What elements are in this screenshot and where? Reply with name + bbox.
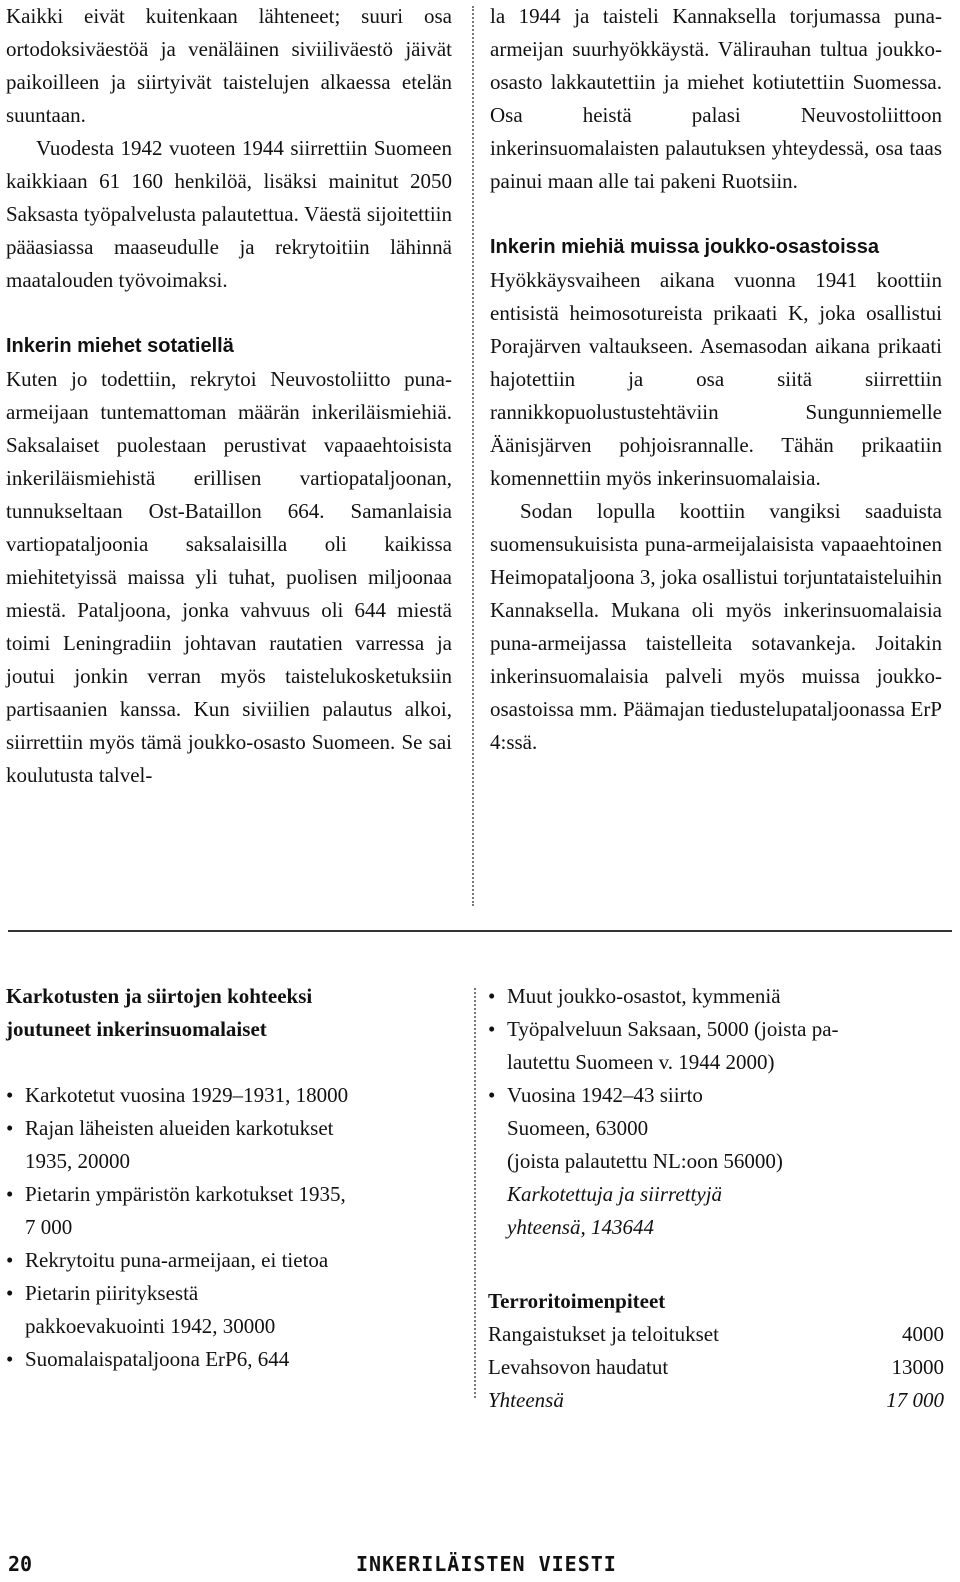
list-note: (joista palautettu NL:oon 56000) (507, 1149, 783, 1173)
section-divider (8, 930, 952, 932)
paragraph: Sodan lopulla koottiin vangiksi saaduista suomensukuisista puna-armeijalaisista vapaaehtoinen Heimopataljoona 3, joka osallistui torjuntataisteluihin Kannaksella. Mukana oli myös inkerinsuomalaisia puna-armeijassa taistelleita sotavankeja. Joitakin inkerinsuomalaisia palveli myös muissa joukko-osastoissa mm. Päämajan tiedustelupataljoonassa ErP 4:ssä. (490, 499, 943, 754)
article-column-right (490, 0, 942, 759)
magazine-name: INKERILÄISTEN VIESTI (356, 1552, 617, 1576)
box-title-line: Karkotusten ja siirtojen kohteeksi (6, 984, 313, 1008)
list-item: • Vuosina 1942–43 siirto Suomeen, 63000 (488, 1079, 944, 1145)
box-title-line: joutuneet inkerinsuomalaiset (6, 1017, 267, 1041)
row-value: 4000 (902, 1322, 944, 1346)
terror-title: Terroritoimenpiteet (488, 1289, 666, 1313)
list-item: • Muut joukko-osastot, kymmeniä (488, 980, 944, 1013)
facts-box-left (6, 980, 462, 1376)
total-value: yhteensä, 143644 (507, 1215, 654, 1239)
list-item: • Pietarin piirityksestä pakkoevakuointi 1942, 30000 (6, 1277, 462, 1343)
list-item: • Rekrytoitu puna-armeijaan, ei tietoa (6, 1244, 462, 1277)
list-item: • Suomalaispataljoona ErP6, 644 (6, 1343, 462, 1376)
list-item: • Karkotetut vuosina 1929–1931, 18000 (6, 1079, 462, 1112)
row-label: Rangaistukset ja teloitukset (488, 1322, 719, 1346)
facts-list (488, 980, 944, 1145)
section-heading: Inkerin miehiä muissa joukko-osastoissa (490, 236, 880, 258)
table-total-row (488, 1384, 944, 1417)
row-label: Levahsovon haudatut (488, 1355, 669, 1379)
paragraph: Kaikki eivät kuitenkaan lähteneet; suuri osa ortodoksiväestöä ja venäläinen siviiliväestö jäivät paikoilleen ja siirtyivät taistelujen alkaessa etelän suuntaan. (6, 4, 452, 127)
section-heading: Inkerin miehet sotatiellä (6, 335, 234, 357)
paragraph: la 1944 ja taisteli Kannaksella torjumassa puna-armeijan suurhyökkäystä. Välirauhan tultua joukko-osasto lakkautettiin ja miehet kotiutettiin Suomessa. Osa heistä palasi Neuvostoliittoon inkerinsuomalaisten palautuksen yhteydessä, osa taas painui maan alle tai pakeni Ruotsiin. (490, 4, 942, 193)
page-number: 20 (8, 1552, 33, 1576)
row-label: Yhteensä (488, 1388, 564, 1412)
table-row (488, 1351, 944, 1384)
total-label: Karkotettuja ja siirrettyjä (507, 1182, 723, 1206)
row-value: 17 000 (886, 1388, 944, 1412)
paragraph: Hyökkäysvaiheen aikana vuonna 1941 koottiin entisistä heimosotureista prikaati K, joka osallistui Porajärven valtaukseen. Asemasodan aikana prikaati hajotettiin ja osa siitä siirrettiin rannikkopuolustustehtäviin Sungunniemelle Äänisjärven pohjoisrannalle. Tähän prikaatiin komennettiin myös inkerinsuomalaisia. (490, 268, 942, 490)
list-item: • Pietarin ympäristön karkotukset 1935, 7 000 (6, 1178, 462, 1244)
facts-box-right (488, 980, 944, 1417)
box-divider (474, 988, 476, 1398)
table-row (488, 1318, 944, 1351)
terror-table (488, 1318, 944, 1417)
column-divider (472, 6, 474, 906)
box-title (6, 980, 462, 1046)
list-item: • Rajan läheisten alueiden karkotukset 1935, 20000 (6, 1112, 462, 1178)
list-item: • Työpalveluun Saksaan, 5000 (joista pa- lautettu Suomeen v. 1944 2000) (488, 1013, 944, 1079)
paragraph: Kuten jo todettiin, rekrytoi Neuvostoliitto puna-armeijaan tuntemattoman määrän inkeriläismiehiä. Saksalaiset puolestaan perustivat vapaaehtoisista inkeriläismiehistä erillisen vartiopataljoonan, tunnukseltaan Ost-Bataillon 664. Samanlaisia vartiopataljoonia saksalaisilla oli kaikissa miehitetyissä maissa yli tuhat, puolisen miljoonaa miestä. Pataljoona, jonka vahvuus oli 644 miestä toimi Leningradiin johtavan rautatien varressa ja joutui jonkin verran myös taistelukosketuksiin partisaanien kanssa. Kun siviilien palautus alkoi, siirrettiin myös tämä joukko-osasto Suomeen. Se sai koulutusta talvel- (6, 367, 452, 787)
paragraph: Vuodesta 1942 vuoteen 1944 siirrettiin Suomeen kaikkiaan 61 160 henkilöä, lisäksi mainitut 2050 Saksasta työpalvelusta palautettua. Väestä sijoitettiin pääasiassa maaseudulle ja rekrytoitiin lähinnä maatalouden työvoimaksi. (6, 136, 452, 292)
row-value: 13000 (891, 1355, 944, 1379)
page-footer (0, 1546, 960, 1576)
article-column-left (6, 0, 452, 792)
facts-list (6, 1079, 462, 1376)
